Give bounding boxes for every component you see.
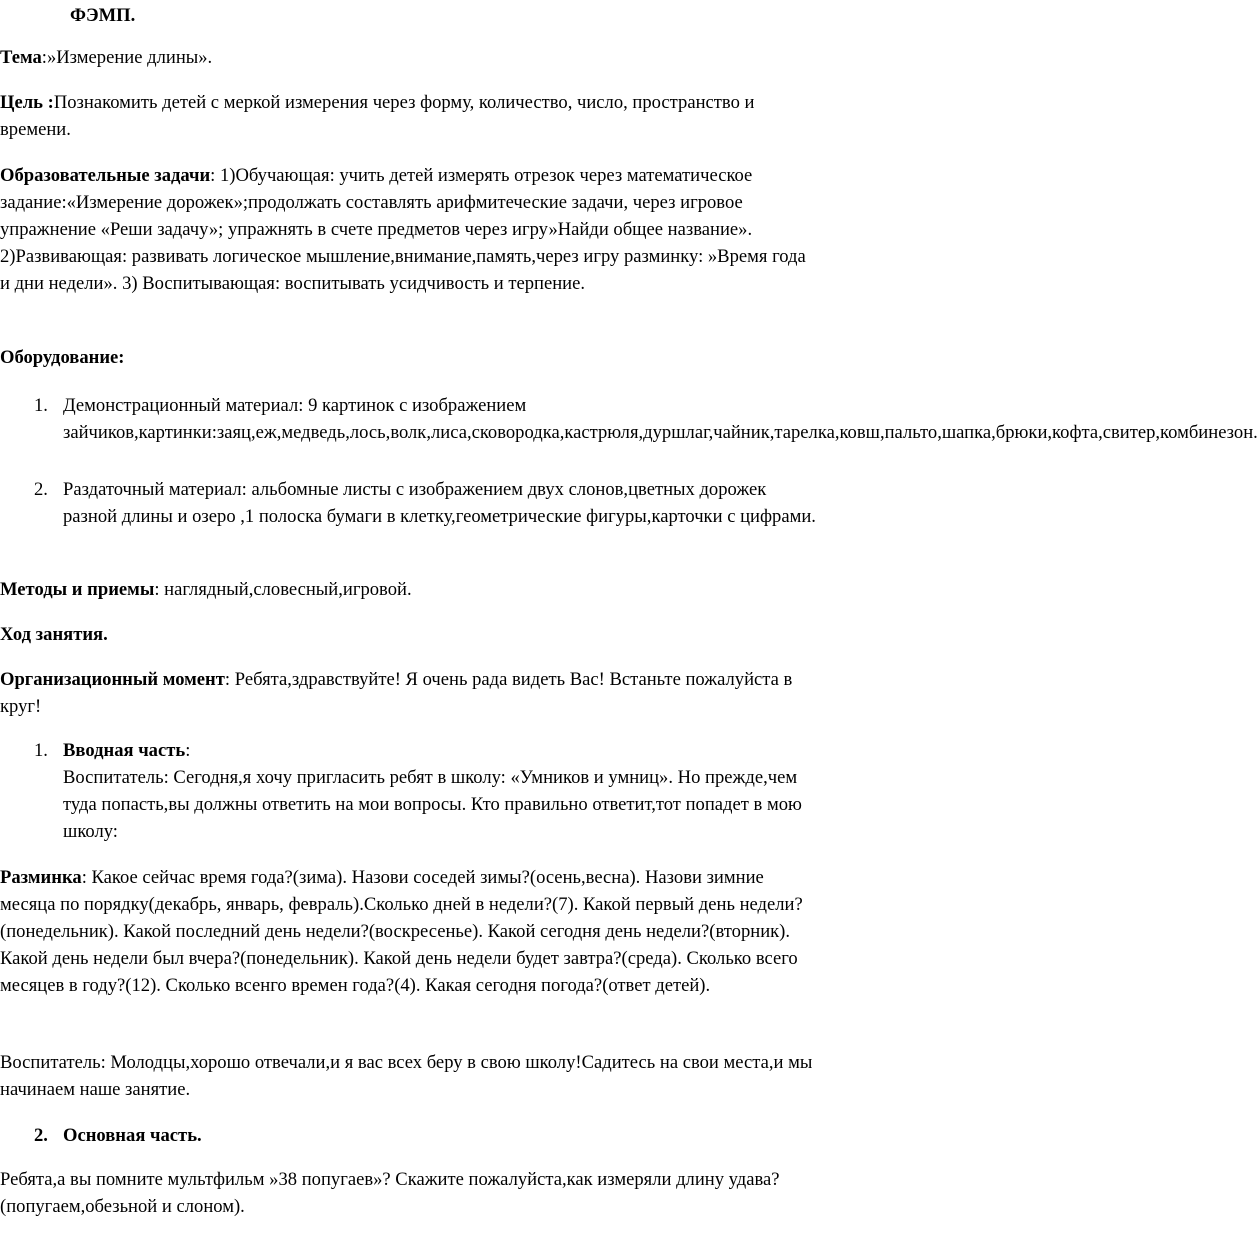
org-moment-label: Организационный момент (0, 669, 225, 690)
page-title: ФЭМП. (70, 5, 136, 26)
equipment-item-text: Раздаточный материал: альбомные листы с изображением двух слонов,цветных дорожек разной длины и озеро ,1 полоска бумаги в клетку,геометрические фигуры,карточки с цифрами. (63, 479, 816, 527)
equipment-item-text: Демонстрационный материал: 9 картинок с изображением зайчиков,картинки:заяц,еж,медведь,лось,волк,лиса,сковородка,кастрюля,дуршлаг,чайник,тарелка,ковш,пальто,шапка,брюки,кофта,свитер,комбинезон. (63, 395, 1258, 443)
intro-label: Вводная часть (63, 740, 186, 761)
main-part-label: Основная часть. (63, 1125, 202, 1146)
list-number: 1. (34, 395, 48, 416)
lesson-course-label: Ход занятия. (0, 624, 108, 645)
main-text-paragraph: Ребята,а вы помните мультфильм »38 попугаев»? Скажите пожалуйста,как измеряли длину удава?(попугаем,обезьной и слоном). (0, 1169, 780, 1217)
goal-label: Цель : (0, 92, 54, 113)
warmup-label: Разминка (0, 867, 82, 888)
org-moment-text: : Ребята,здравствуйте! Я очень рада видеть Вас! Встаньте пожалуйста в круг! (0, 669, 793, 717)
edu-tasks-paragraph (0, 162, 816, 297)
lesson-course-heading (0, 621, 816, 648)
methods-label: Методы и приемы (0, 579, 155, 600)
list-number: 2. (34, 479, 48, 500)
list-number: 1. (34, 740, 48, 761)
edu-tasks-part2: 2)Развивающая: развивать логическое мышление,внимание,память,через игру разминку: »Время года и дни недели». 3) Воспитывающая: воспитывать усидчивость и терпение. (0, 246, 806, 294)
list-number: 2. (34, 1125, 48, 1146)
methods-paragraph (0, 576, 816, 603)
warmup-text: : Какое сейчас время года?(зима). Назови соседей зимы?(осень,весна). Назови зимние месяца по порядку(декабрь, январь, февраль).Сколько дней в недели?(7). Какой первый день недели?(понедельник). Какой последний день недели?(воскресенье). Какой сегодня день недели?(вторник). Какой день недели был вчера?(понедельник). Какой день недели будет завтра?(среда). Сколько всего месяцев в году?(12). Сколько всенго времен года?(4). Какая сегодня погода?(ответ детей). (0, 867, 803, 996)
equipment-label: Оборудование: (0, 347, 125, 368)
org-moment-paragraph (0, 666, 816, 720)
methods-text: : наглядный,словесный,игровой. (154, 579, 412, 600)
goal-text: Познакомить детей с меркой измерения через форму, количество, число, пространство и времени. (0, 92, 755, 140)
edu-tasks-part1: : 1)Обучающая: учить детей измерять отрезок через математическое задание:«Измерение дорожек»;продолжать составлять арифмитеческие задачи, через игровое упражнение «Реши задачу»; упражнять в счете предметов через игру»Найди общее название». (0, 165, 753, 240)
edu-tasks-label: Образовательные задачи (0, 165, 211, 186)
intro-heading (63, 737, 816, 764)
topic-label: Тема (0, 47, 42, 68)
intro-colon: : (185, 740, 191, 761)
warmup-paragraph (0, 864, 816, 999)
intro-content (63, 737, 816, 845)
teacher-remark-paragraph: Воспитатель: Молодцы,хорошо отвечали,и я вас всех беру в свою школу!Садитесь на свои места,и мы начинаем наше занятие. (0, 1052, 813, 1100)
goal-paragraph (0, 89, 816, 143)
topic-text: :»Измерение длины». (41, 47, 213, 68)
topic-paragraph (0, 44, 816, 71)
main-part-title (63, 1122, 816, 1149)
equipment-heading (0, 344, 816, 371)
intro-text: Воспитатель: Сегодня,я хочу пригласить ребят в школу: «Умников и умниц». Но прежде,чем туда попасть,вы должны ответить на мои вопросы. Кто правильно ответит,тот попадет в мою школу: (63, 767, 802, 842)
